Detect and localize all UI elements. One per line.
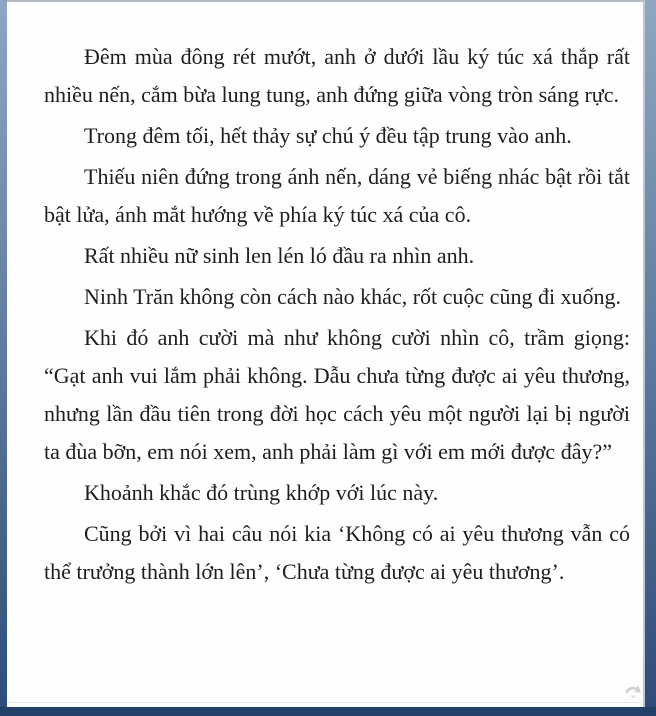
page-edge-line [8,702,642,703]
page-border-top [0,0,656,2]
paragraph: Khi đó anh cười mà như không cười nhìn cô, trầm giọng: “Gạt anh vui lắm phải không. Dẫu chưa từng được ai yêu thương, nhưng lần đầu tiên trong đời học cách yêu một người lại bị người ta đùa bỡn, em nói xem, anh phải làm gì với em mới được đây?” [44,325,630,464]
paragraph: Cũng bởi vì hai câu nói kia ‘Không có ai yêu thương vẫn có thể trưởng thành lớn lên’, ‘Chưa từng được ai yêu thương’. [44,521,630,584]
paragraph: Rất nhiều nữ sinh len lén ló đầu ra nhìn anh. [84,243,475,268]
page-border-left [0,0,7,707]
page-border-right [643,0,656,707]
paragraph: Đêm mùa đông rét mướt, anh ở dưới lầu ký túc xá thắp rất nhiều nến, cắm bừa lung tung, anh đứng giữa vòng tròn sáng rực. [44,44,630,107]
paragraph: Ninh Trăn không còn cách nào khác, rốt cuộc cũng đi xuống. [84,284,622,309]
paragraph: Trong đêm tối, hết thảy sự chú ý đều tập trung vào anh. [84,123,572,148]
page-text-body [44,38,630,594]
paragraph: Thiếu niên đứng trong ánh nến, dáng vẻ biếng nhác bật rồi tắt bật lửa, ánh mắt hướng về phía ký túc xá của cô. [44,164,630,227]
page-turn-arrow-icon[interactable] [623,683,643,701]
paragraph: Khoảnh khắc đó trùng khớp với lúc này. [84,480,439,505]
page-border-bottom [0,707,656,716]
